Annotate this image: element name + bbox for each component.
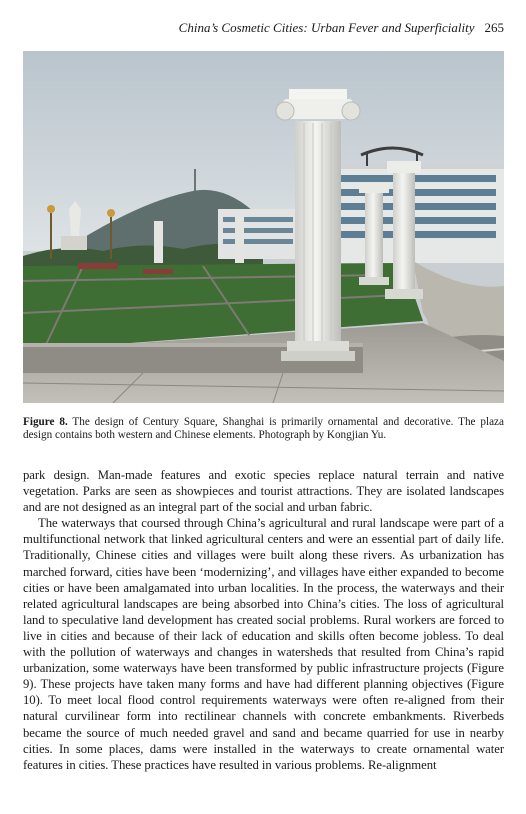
- figure-caption-text: The design of Century Square, Shanghai is primarily ornamental and decorative. The plaza design contains both western and Chinese elements. Photograph by Kongjian Yu.: [23, 416, 504, 441]
- figure-8-photograph: [23, 51, 504, 403]
- page-number: 265: [484, 20, 504, 35]
- body-text: [23, 467, 504, 773]
- flower-bed: [78, 263, 118, 269]
- running-head-title: China’s Cosmetic Cities: Urban Fever and Superficiality: [178, 20, 475, 35]
- running-head: [22, 20, 504, 36]
- figure-label: Figure 8.: [23, 416, 68, 428]
- body-paragraph-2: The waterways that coursed through China’s agricultural and rural landscape were part of a multifunctional network that linked agricultural centers and were an essential part of daily life. Traditionally, Chinese cities and villages were built along these rivers. As urbanization has marched forward, cities have been ‘modernizing’, and villages have either expanded to become cities or have been amalgamated into urban localities. In the process, the waterways and their related agricultural landscapes are being absorbed into China’s cities. The loss of agricultural land to speculative land development has created social problems. Rural workers are forced to live in cities and because of their lack of education and skills often become jobless. To deal with the pollution of waterways and changes in watersheds that resulted from China’s rapid urbanization, some waterways have been transformed by public infrastructure projects (Figure 9). These projects have taken many forms and have had different planning objectives (Figure 10). To meet local flood control requirements waterways were often re-aligned from their natural curvilinear form into rectilinear channels with concrete embankments. Riverbeds became the source of much needed gravel and sand and became quarried for use in nearby cities. In some places, dams were installed in the waterways to create ornamental water features in cities. These practices have resulted in various problems. Re-alignment: [23, 516, 504, 772]
- figure-caption: [23, 416, 504, 442]
- body-paragraph-1: park design. Man-made features and exotic species replace natural terrain and native vegetation. Parks are seen as showpieces and tourist attractions. They are isolated landscapes and are not designed as an integral part of the social and urban fabric.: [23, 468, 504, 515]
